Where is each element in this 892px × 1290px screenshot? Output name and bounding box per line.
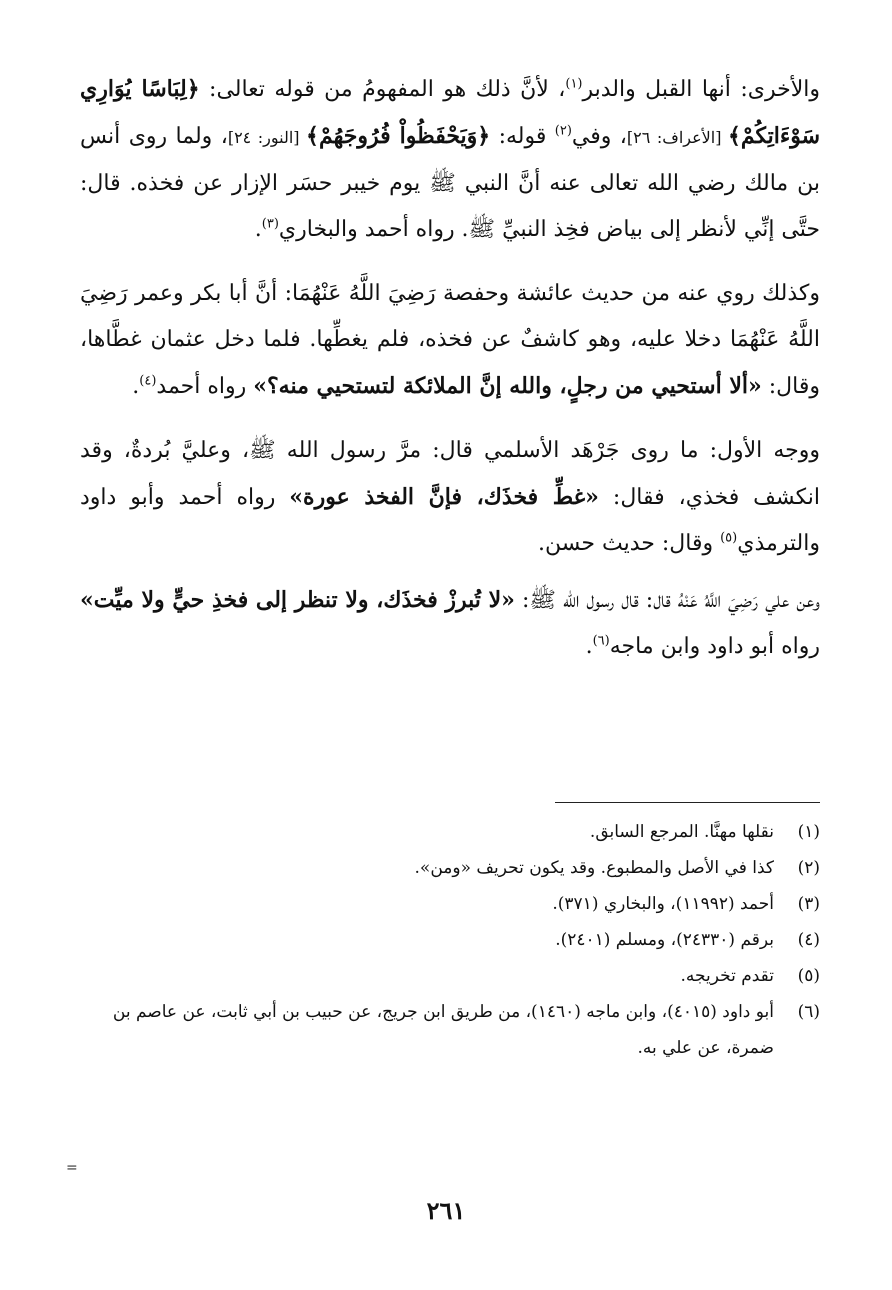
footnote-number: (٢) xyxy=(797,858,820,878)
text: رواه أحمد وأبو داود والترمذي xyxy=(80,485,820,556)
text: والأخرى: أنها القبل والدبر xyxy=(582,77,820,102)
footnote-ref-2[interactable]: (٢) xyxy=(554,123,572,139)
footnote-text: أبو داود (٤٠١٥)، وابن ماجه (١٤٦٠)، من طريق ابن جريج، عن حبيب بن أبي ثابت، عن عاصم بن ضمرة، عن علي به. xyxy=(112,1002,774,1058)
page-number: ٢٦١ xyxy=(426,1196,466,1225)
text: وعن علي رَضِيَ اللَّهُ عَنْهُ قال: قال رسول الله ﷺ: xyxy=(514,588,821,613)
text: ووجه الأول: ما روى جَرْهَد الأسلمي قال: مرَّ رسول الله ﷺ، وعليَّ بُردةٌ، وقد انكشف فخذي، فقال: xyxy=(80,438,820,510)
text: وكذلك روي عنه من حديث عائشة وحفصة رَضِيَ اللَّهُ عَنْهُمَا: أنَّ أبا بكر وعمر رَضِيَ اللَّهُ عَنْهُمَا دخلا عليه، وهو كاشفٌ عن فخذه، فلم يغطِّها. فلما دخل عثمان غطَّاها، وقال: xyxy=(80,281,820,399)
footnote-text: أحمد (١١٩٩٢)، والبخاري (٣٧١). xyxy=(552,894,774,914)
footnote-text: نقلها مهنَّا. المرجع السابق. xyxy=(589,822,774,842)
text: رواه أبو داود وابن ماجه xyxy=(609,634,820,659)
footnote-text: تقدم تخريجه. xyxy=(680,966,774,986)
paragraph-3 xyxy=(80,428,820,567)
quran-verse-nur: ﴿وَيَحْفَظُواْ فُرُوجَهُمْ﴾ xyxy=(306,123,491,149)
footnote-text: كذا في الأصل والمطبوع. وقد يكون تحريف «ومن». xyxy=(414,858,774,878)
hadith-quote: «لا تُبرزْ فخذَك، ولا تنظر إلى فخذِ حيٍّ ولا ميِّت» xyxy=(80,587,515,613)
footnote-3 xyxy=(80,886,820,922)
footnote-text: برقم (٢٤٣٣٠)، ومسلم (٢٤٠١). xyxy=(555,930,774,950)
footnote-number: (٤) xyxy=(797,930,820,950)
footnote-2 xyxy=(80,850,820,886)
footnote-number: (٥) xyxy=(797,966,820,986)
footnote-number: (٣) xyxy=(797,894,820,914)
footnote-ref-1[interactable]: (١) xyxy=(565,76,583,92)
footnote-1 xyxy=(80,814,820,850)
text: وقال: حديث حسن. xyxy=(538,531,721,556)
footnote-ref-4[interactable]: (٤) xyxy=(139,373,157,389)
footnote-4 xyxy=(80,922,820,958)
paragraph-4 xyxy=(80,577,820,670)
text: ، ولما روى أنس بن مالك رضي الله تعالى عنه أنَّ النبي ﷺ يوم خيبر حسَر الإزار عن فخذه. قال: حتَّى إنِّي لأنظر إلى بياض فخِذ النبيِّ ﷺ. رواه أحمد والبخاري xyxy=(80,124,820,242)
footnotes xyxy=(80,814,820,1066)
footnote-5 xyxy=(80,958,820,994)
text: . xyxy=(585,634,593,659)
verse-reference-araf: [الأعراف: ٢٦] xyxy=(626,128,728,147)
paragraph-1 xyxy=(80,66,820,253)
footnote-ref-5[interactable]: (٥) xyxy=(720,530,738,546)
text: ، لأنَّ ذلك هو المفهومُ من قوله تعالى: xyxy=(199,77,566,102)
verse-reference-nur: [النور: ٢٤] xyxy=(227,128,307,147)
text: قوله: xyxy=(490,124,555,149)
edge-mark: = xyxy=(66,1160,78,1176)
footnote-6 xyxy=(80,994,820,1066)
hadith-quote: «غطِّ فخذَك، فإنَّ الفخذ عورة» xyxy=(289,484,599,510)
footnote-number: (١) xyxy=(797,822,820,842)
text: . xyxy=(254,217,262,242)
text: . xyxy=(132,374,140,399)
footnote-ref-3[interactable]: (٣) xyxy=(261,216,279,232)
text: رواه أحمد xyxy=(156,374,254,399)
footnote-ref-6[interactable]: (٦) xyxy=(592,633,610,649)
quran-verse-araf: ﴿لِبَاسًا يُوَارِي سَوْءَاتِكُمْ﴾ xyxy=(80,76,821,149)
text: ، وفي xyxy=(571,124,627,149)
footnote-divider xyxy=(555,802,820,803)
footnote-number: (٦) xyxy=(797,1002,820,1022)
page-body xyxy=(80,66,820,688)
paragraph-2 xyxy=(80,271,820,410)
hadith-quote: «ألا أستحيي من رجلٍ، والله إنَّ الملائكة لتستحيي منه؟» xyxy=(253,373,762,399)
